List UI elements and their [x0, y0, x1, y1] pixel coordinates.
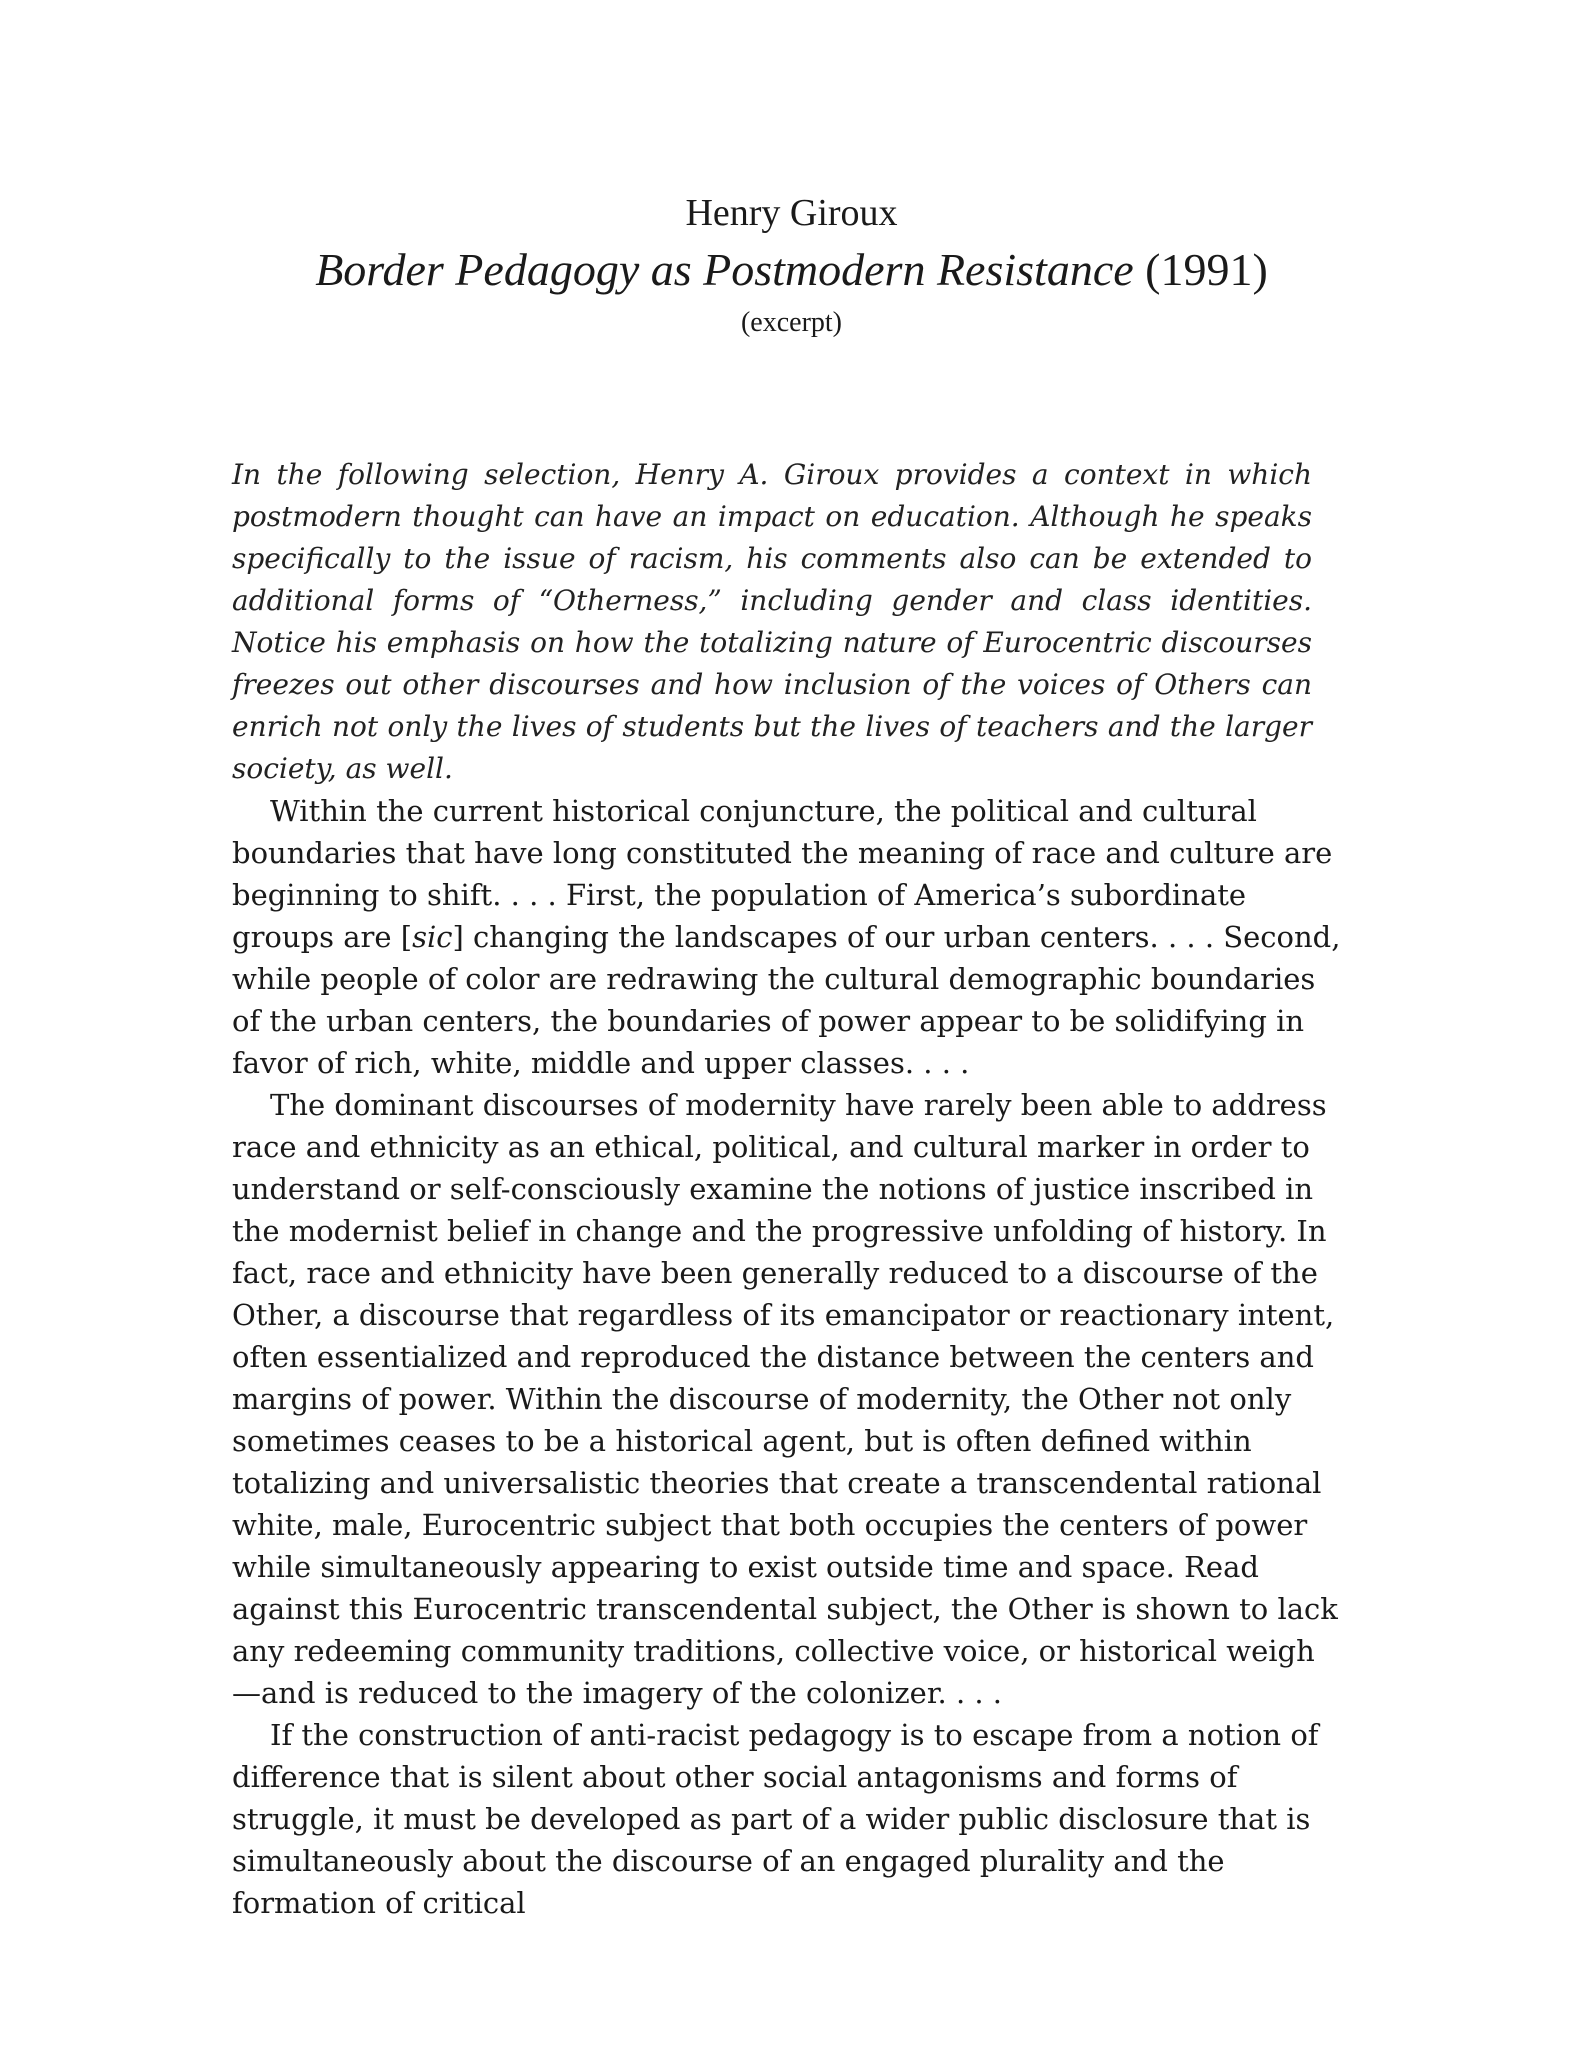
- publication-year: (1991): [1145, 244, 1268, 295]
- body-paragraph-3: If the construction of anti-racist pedagogy is to escape from a notion of difference that is silent about other social antagonisms and forms of struggle, it must be developed as part of a wider public disclosure that is simultaneously about the discourse of an engaged plurality and the formation of critical: [232, 1718, 1319, 1920]
- document-header: [0, 188, 1583, 340]
- editor-introduction: In the following selection, Henry A. Giroux provides a context in which postmodern thought can have an impact on education. Although he speaks specifically to the issue of racism, his comments also can be extended to additional forms of “Otherness,” including gender and class identities. Notice his emphasis on how the totalizing nature of Eurocentric discourses freezes out other discourses and how inclusion of the voices of Others can enrich not only the lives of students but the lives of teachers and the larger society, as well.: [232, 458, 1312, 785]
- title-line: [0, 240, 1583, 300]
- body-paragraph-2: The dominant discourses of modernity have rarely been able to address race and ethnicity as an ethical, political, and cultural marker in order to understand or self-consciously examine the notions of justice inscribed in the modernist belief in change and the progressive unfolding of history. In fact, race and ethnicity have been generally reduced to a discourse of the Other, a discourse that regardless of its emancipator or reactionary intent, often essentialized and reproduced the distance between the centers and margins of power. Within the discourse of modernity, the Other not only sometimes ceases to be a historical agent, but is often defined within totalizing and universalistic theories that create a transcendental rational white, male, Eurocentric subject that both occupies the centers of power while simultaneously appearing to exist outside time and space. Read against this Eurocentric transcendental subject, the Other is shown to lack any redeeming community traditions, collective voice, or historical weigh—and is reduced to the imagery of the colonizer. . . .: [232, 1088, 1338, 1710]
- document-title: Border Pedagogy as Postmodern Resistance: [315, 244, 1134, 295]
- author-name: Henry Giroux: [685, 192, 898, 234]
- body-paragraph-1: [232, 790, 1342, 1084]
- paragraph-1-text-a: Within the current historical conjuncture, the political and cultural boundaries that have long constituted the meaning of race and culture are beginning to shift. . . . First, the population of America’s subordinate groups are [: [232, 794, 1333, 954]
- sic-annotation: sic: [412, 920, 453, 954]
- paragraph-1-text-b: ] changing the landscapes of our urban centers. . . . Second, while people of color are redrawing the cultural demographic boundaries of the urban centers, the boundaries of power appear to be solidifying in favor of rich, white, middle and upper classes. . . .: [232, 920, 1341, 1080]
- excerpt-body: [232, 790, 1342, 1924]
- excerpt-label: (excerpt): [740, 307, 843, 338]
